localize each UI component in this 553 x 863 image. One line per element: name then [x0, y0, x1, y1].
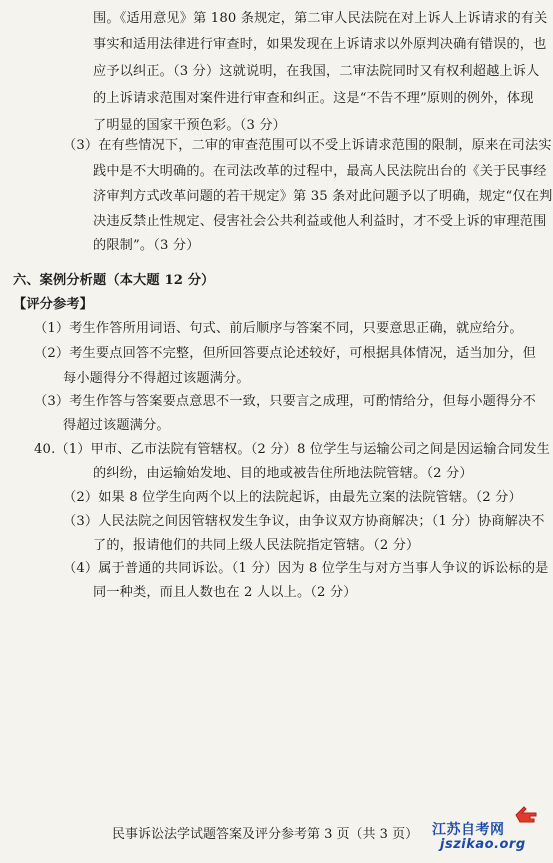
text-line: （3）人民法院之间因管辖权发生争议，由争议双方协商解决；（1 分）协商解决不 — [63, 514, 545, 529]
section-heading: 六、案例分析题（本大题 12 分） — [13, 273, 215, 288]
hand-pointer-icon — [512, 801, 542, 827]
watermark-logo[interactable] — [400, 795, 550, 857]
text-line: 的纠纷，由运输始发地、目的地或被告住所地法院管辖。（2 分） — [93, 466, 473, 481]
text-line: 得超过该题满分。 — [63, 418, 170, 433]
watermark-name: 江苏自考网 — [432, 822, 505, 838]
text-line: 的限制”。（3 分） — [93, 238, 200, 253]
text-line: 围。《适用意见》第 180 条规定，第二审人民法院在对上诉人上诉请求的有关 — [93, 11, 548, 26]
text-line: 济审判方式改革问题的若干规定》第 35 条对此问题予以了明确，规定“仅在判 — [93, 189, 553, 204]
text-line: 同一种类，而且人数也在 2 人以上。（2 分） — [93, 585, 357, 600]
text-line: （2）考生要点回答不完整，但所回答要点论述较好，可根据具体情况，适当加分，但 — [34, 346, 537, 361]
text-line: （1）考生作答所用词语、句式、前后顺序与答案不同，只要意思正确，就应给分。 — [34, 321, 523, 336]
text-line: （4）属于普通的共同诉讼。（1 分）因为 8 位学生与对方当事人争议的诉讼标的是 — [63, 561, 549, 576]
text-line: 了明显的国家干预色彩。（3 分） — [93, 118, 287, 133]
page-footer: 民事诉讼法学试题答案及评分参考第 3 页（共 3 页） — [112, 827, 419, 842]
watermark-url: jszikao.org — [440, 837, 526, 852]
text-line: 的上诉请求范围对案件进行审查和纠正。这是“不告不理”原则的例外，体现 — [93, 91, 534, 106]
text-line: 事实和适用法律进行审查时，如果发现在上诉请求以外原判决确有错误的，也 — [93, 37, 547, 52]
text-line: 了的，报请他们的共同上级人民法院指定管辖。（2 分） — [93, 538, 420, 553]
text-line: 决违反禁止性规定、侵害社会公共利益或他人利益时，才不受上诉的审理范围 — [93, 214, 547, 229]
text-line: 应予以纠正。（3 分）这就说明，在我国，二审法院同时又有权利超越上诉人 — [93, 64, 540, 79]
text-line: 40.（1）甲市、乙市法院有管辖权。（2 分）8 位学生与运输公司之间是因运输合同发生 — [34, 442, 550, 457]
text-line: 每小题得分不得超过该题满分。 — [63, 371, 250, 386]
text-line: （2）如果 8 位学生向两个以上的法院起诉，由最先立案的法院管辖。（2 分） — [63, 490, 522, 505]
section-subheading: 【评分参考】 — [13, 297, 94, 312]
text-line: （3）考生作答与答案要点意思不一致，只要言之成理，可酌情给分，但每小题得分不 — [34, 394, 537, 409]
text-line: 践中是不大明确的。在司法改革的过程中，最高人民法院出台的《关于民事经 — [93, 164, 547, 179]
text-line: （3）在有些情况下，二审的审查范围可以不受上诉请求范围的限制，原来在司法实 — [63, 138, 552, 153]
